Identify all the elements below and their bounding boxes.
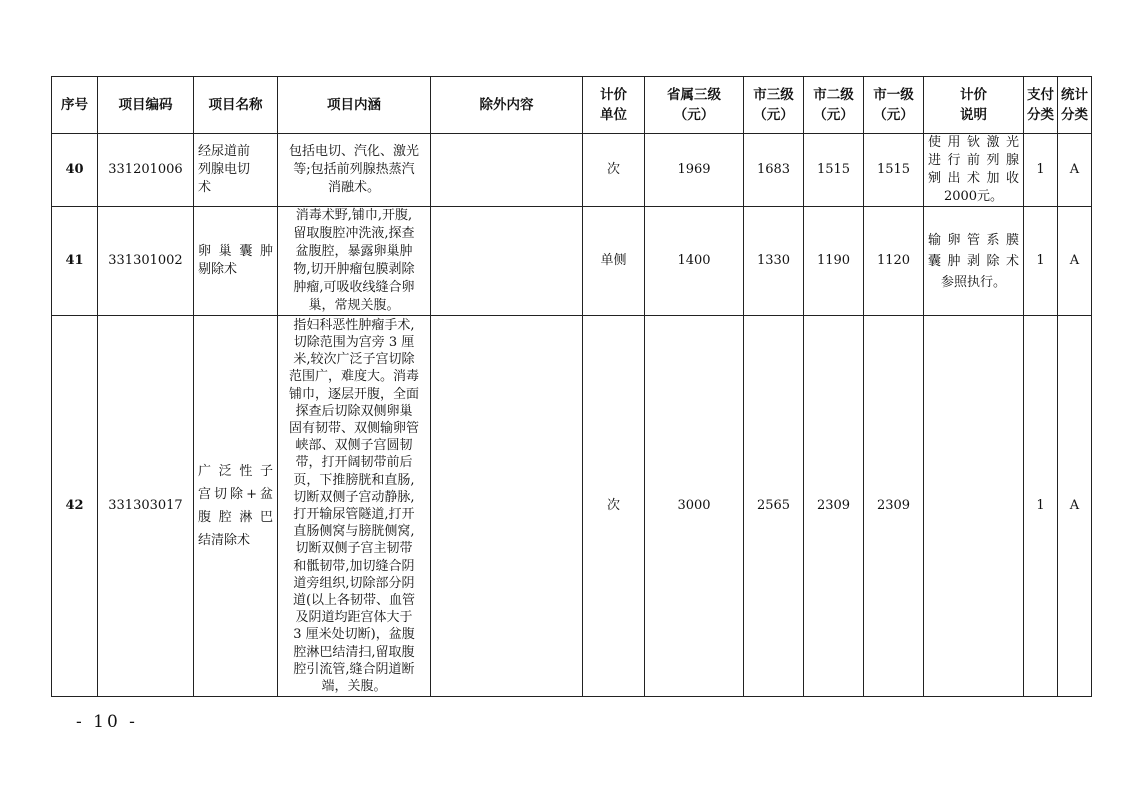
row-code: 331303017 xyxy=(98,316,194,697)
row-province-price: 3000 xyxy=(645,316,744,697)
row-unit: 单侧 xyxy=(583,207,645,316)
row-city2-price: 1190 xyxy=(804,207,864,316)
table-row xyxy=(52,316,1092,697)
row-content-line: 铺巾，逐层开腹，全面 xyxy=(288,386,419,402)
header-note xyxy=(924,77,1024,134)
row-unit: 次 xyxy=(583,316,645,697)
header-code: 项目编码 xyxy=(98,77,194,134)
row-content-line: 米,较次广泛子宫切除 xyxy=(293,352,415,368)
row-content-line: 切除范围为宫旁 3 厘 xyxy=(293,334,415,350)
row-city3-price: 1330 xyxy=(744,207,804,316)
row-name xyxy=(194,207,278,316)
header-row xyxy=(52,77,1092,134)
header-name: 项目名称 xyxy=(194,77,278,134)
header-unit-line2: 单位 xyxy=(600,107,627,123)
row-name-line: 剔除术 xyxy=(198,262,238,277)
row-name-line: 经尿道前 xyxy=(198,144,251,159)
row-name xyxy=(194,316,278,697)
header-city3-line1: 市三级 xyxy=(753,87,794,103)
row-name xyxy=(194,134,278,207)
row-city1-price: 1515 xyxy=(864,134,924,207)
row-name-line: 列腺电切 xyxy=(198,162,251,177)
row-content-line: 页，下推膀胱和直肠, xyxy=(293,472,415,488)
header-city3 xyxy=(744,77,804,134)
row-content-line: 道(以上各韧带、血管 xyxy=(292,593,416,609)
table-row xyxy=(52,207,1092,316)
header-province-line1: 省属三级 xyxy=(667,87,721,103)
header-city2 xyxy=(804,77,864,134)
row-content xyxy=(278,316,431,697)
row-note-line: 囊肿剥除术 xyxy=(928,253,1019,269)
row-note xyxy=(924,134,1024,207)
row-name-line: 腹腔淋巴 xyxy=(198,510,273,525)
header-city1-line2: （元） xyxy=(873,107,914,123)
row-pay-class: 1 xyxy=(1024,134,1058,207)
row-content-line: 等;包括前列腺热蒸汽 xyxy=(293,162,415,177)
row-content-line: 和骶韧带,加切缝合阴 xyxy=(293,558,415,574)
row-content-line: 包括电切、汽化、激光 xyxy=(288,144,419,159)
row-name-line: 卵巢囊肿 xyxy=(198,244,273,259)
row-city2-price: 2309 xyxy=(804,316,864,697)
row-excluded xyxy=(431,134,583,207)
row-content-line: 端，关腹。 xyxy=(321,679,387,695)
row-pay-class: 1 xyxy=(1024,207,1058,316)
row-content-line: 腔引流管,缝合阴道断 xyxy=(293,661,415,677)
row-content-line: 打开输尿管隧道,打开 xyxy=(293,507,415,522)
row-note xyxy=(924,207,1024,316)
row-content-line: 物,切开肿瘤包膜剥除 xyxy=(293,262,415,277)
header-province xyxy=(645,77,744,134)
row-seq: 41 xyxy=(52,207,98,316)
row-content-line: 盆腹腔，暴露卵巢肿 xyxy=(295,244,413,259)
row-city3-price: 1683 xyxy=(744,134,804,207)
header-city1 xyxy=(864,77,924,134)
row-seq: 40 xyxy=(52,134,98,207)
header-city2-line2: （元） xyxy=(813,107,854,123)
header-pay-line2: 分类 xyxy=(1027,107,1054,123)
fee-schedule-table xyxy=(51,76,1092,697)
page-number: - 10 - xyxy=(76,712,138,732)
row-content-line: 3 厘米处切断)，盆腹 xyxy=(293,627,415,643)
row-stat-class: A xyxy=(1058,316,1092,697)
header-pay xyxy=(1024,77,1058,134)
row-excluded xyxy=(431,207,583,316)
row-note xyxy=(924,316,1024,697)
row-note-line: 剜出术加收 xyxy=(928,171,1019,186)
header-unit xyxy=(583,77,645,134)
table-row xyxy=(52,134,1092,207)
row-province-price: 1400 xyxy=(645,207,744,316)
row-unit: 次 xyxy=(583,134,645,207)
row-note-line: 输卵管系膜 xyxy=(928,232,1019,248)
row-content-line: 巢，常规关腹。 xyxy=(308,298,400,313)
row-excluded xyxy=(431,316,583,697)
row-seq: 42 xyxy=(52,316,98,697)
row-city3-price: 2565 xyxy=(744,316,804,697)
header-pay-line1: 支付 xyxy=(1027,87,1054,103)
row-name-line: 广泛性子 xyxy=(198,464,273,479)
header-stat xyxy=(1058,77,1092,134)
row-content-line: 固有韧带、双侧输卵管 xyxy=(288,420,419,436)
row-note-line: 2000元。 xyxy=(943,189,1004,204)
header-province-line2: （元） xyxy=(673,107,715,123)
row-content-line: 范围广，难度大。消毒 xyxy=(288,369,419,385)
row-name-line: 宫切除+盆 xyxy=(198,487,273,502)
header-city2-line1: 市二级 xyxy=(813,87,854,103)
row-note-line: 使用钬激光 xyxy=(928,135,1019,150)
row-content-line: 切断双侧子宫主韧带 xyxy=(295,541,413,557)
row-note-line: 进行前列腺 xyxy=(928,153,1019,168)
header-note-line2: 说明 xyxy=(960,107,987,123)
header-stat-line2: 分类 xyxy=(1061,107,1088,123)
row-city1-price: 2309 xyxy=(864,316,924,697)
row-content-line: 留取腹腔冲洗液,探查 xyxy=(293,226,415,241)
row-city2-price: 1515 xyxy=(804,134,864,207)
row-content-line: 消毒术野,铺巾,开腹, xyxy=(295,208,413,223)
row-content-line: 带，打开阔韧带前后 xyxy=(295,455,413,471)
row-content xyxy=(278,207,431,316)
row-content-line: 肿瘤,可吸收线缝合卵 xyxy=(293,280,415,295)
row-content-line: 直肠侧窝与膀胱侧窝, xyxy=(293,524,415,540)
header-content: 项目内涵 xyxy=(278,77,431,134)
header-seq: 序号 xyxy=(52,77,98,134)
row-note-line: 参照执行。 xyxy=(940,274,1006,290)
row-province-price: 1969 xyxy=(645,134,744,207)
row-pay-class: 1 xyxy=(1024,316,1058,697)
header-stat-line1: 统计 xyxy=(1061,87,1088,103)
row-content-line: 腔淋巴结清扫,留取腹 xyxy=(293,644,415,660)
row-stat-class: A xyxy=(1058,207,1092,316)
row-code: 331301002 xyxy=(98,207,194,316)
row-content-line: 切断双侧子宫动静脉, xyxy=(293,489,415,505)
row-code: 331201006 xyxy=(98,134,194,207)
row-content xyxy=(278,134,431,207)
header-unit-line1: 计价 xyxy=(600,87,627,103)
row-content-line: 消融术。 xyxy=(327,180,380,195)
row-stat-class: A xyxy=(1058,134,1092,207)
row-content-line: 探查后切除双侧卵巢 xyxy=(295,403,413,419)
header-city3-line2: （元） xyxy=(753,107,794,123)
row-name-line: 结清除术 xyxy=(198,533,251,548)
header-note-line1: 计价 xyxy=(960,87,987,103)
row-name-line: 术 xyxy=(198,180,212,195)
row-content-line: 道旁组织,切除部分阴 xyxy=(293,575,415,591)
row-content-line: 及阴道均距宫体大于 xyxy=(295,610,413,626)
header-city1-line1: 市一级 xyxy=(873,87,914,103)
header-excluded: 除外内容 xyxy=(431,77,583,134)
row-content-line: 指妇科恶性肿瘤手术, xyxy=(293,317,415,333)
row-city1-price: 1120 xyxy=(864,207,924,316)
row-content-line: 峡部、双侧子宫圆韧 xyxy=(295,438,413,454)
